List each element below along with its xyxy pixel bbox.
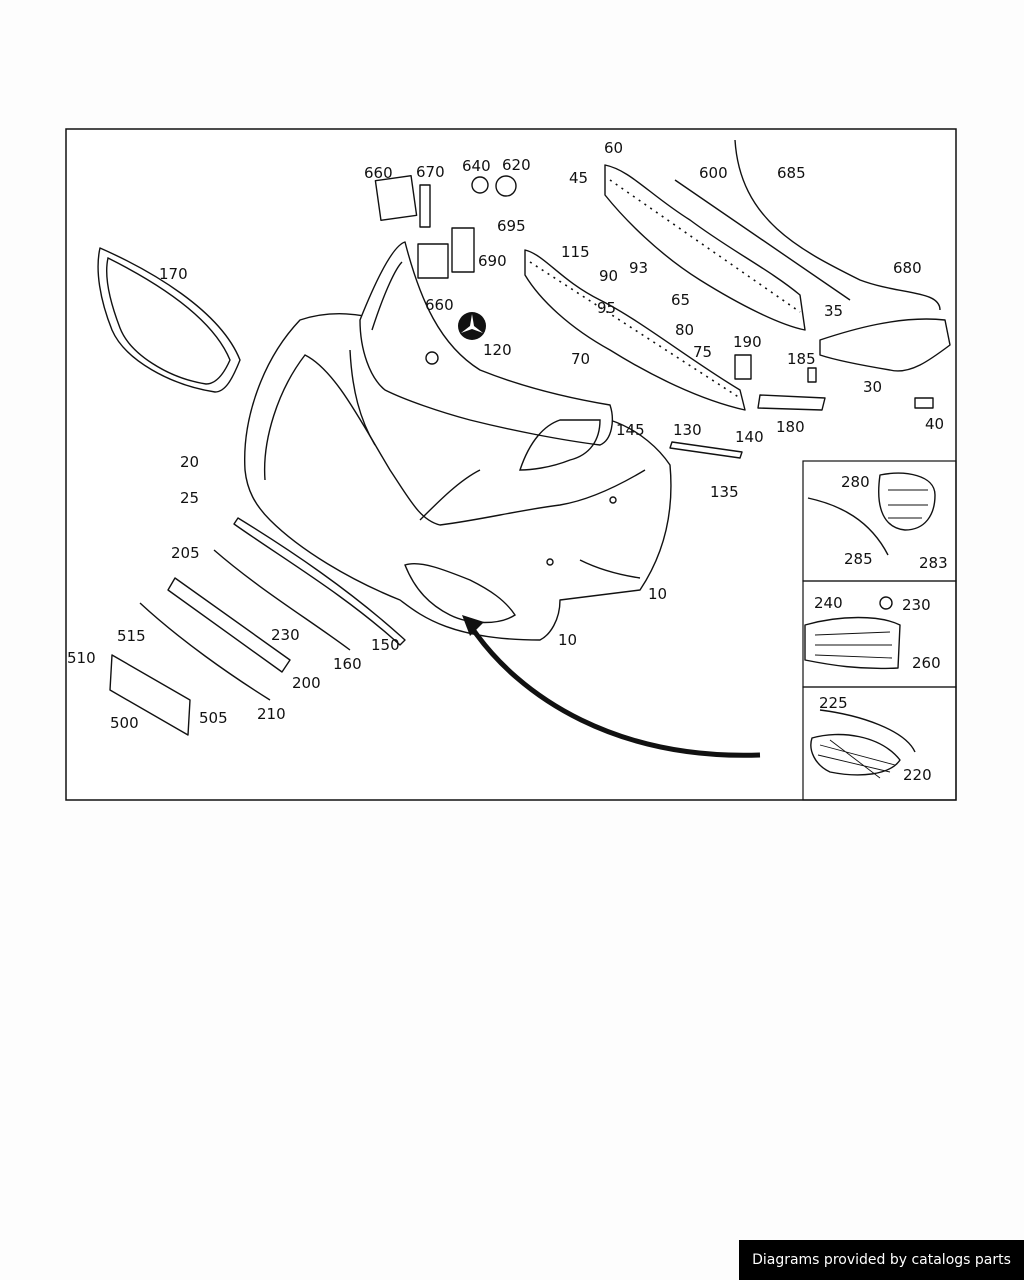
- callout-680: 680: [893, 259, 922, 277]
- callout-230: 230: [271, 626, 300, 644]
- diagram-credit-text: Diagrams provided by catalogs parts: [752, 1252, 1011, 1268]
- callout-180: 180: [776, 418, 805, 436]
- callout-600: 600: [699, 164, 728, 182]
- callout-283: 283: [919, 554, 948, 572]
- callout-510: 510: [67, 649, 96, 667]
- callout-670: 670: [416, 163, 445, 181]
- callout-140: 140: [735, 428, 764, 446]
- callout-95: 95: [597, 299, 617, 317]
- callout-240: 240: [814, 594, 843, 612]
- callout-230: 230: [902, 596, 931, 614]
- clip-40: [915, 398, 933, 408]
- callout-200: 200: [292, 674, 321, 692]
- callout-185: 185: [787, 350, 816, 368]
- clip-185: [808, 368, 816, 382]
- callout-685: 685: [777, 164, 806, 182]
- star-emblem-drawing: [458, 312, 486, 340]
- callout-135: 135: [710, 483, 739, 501]
- callout-260: 260: [912, 654, 941, 672]
- callout-500: 500: [110, 714, 139, 732]
- callout-45: 45: [569, 169, 589, 187]
- callout-210: 210: [257, 705, 286, 723]
- callout-220: 220: [903, 766, 932, 784]
- callout-10: 10: [648, 585, 668, 603]
- callout-150: 150: [371, 636, 400, 654]
- callout-225: 225: [819, 694, 848, 712]
- callout-505: 505: [199, 709, 228, 727]
- bracket-190: [735, 355, 751, 379]
- callout-620: 620: [502, 156, 531, 174]
- diagram-credit-banner: [739, 1240, 1024, 1280]
- callout-690: 690: [478, 252, 507, 270]
- callout-90: 90: [599, 267, 619, 285]
- callout-93: 93: [629, 259, 649, 277]
- callout-145: 145: [616, 421, 645, 439]
- callout-10: 10: [558, 631, 578, 649]
- callout-75: 75: [693, 343, 713, 361]
- callout-40: 40: [925, 415, 945, 433]
- callout-190: 190: [733, 333, 762, 351]
- callout-115: 115: [561, 243, 590, 261]
- callout-130: 130: [673, 421, 702, 439]
- callout-35: 35: [824, 302, 844, 320]
- callout-65: 65: [671, 291, 691, 309]
- callout-695: 695: [497, 217, 526, 235]
- callout-660: 660: [364, 164, 393, 182]
- callout-80: 80: [675, 321, 695, 339]
- callout-70: 70: [571, 350, 591, 368]
- callout-120: 120: [483, 341, 512, 359]
- callout-20: 20: [180, 453, 200, 471]
- callout-25: 25: [180, 489, 200, 507]
- callout-285: 285: [844, 550, 873, 568]
- callout-660: 660: [425, 296, 454, 314]
- callout-170: 170: [159, 265, 188, 283]
- callout-515: 515: [117, 627, 146, 645]
- callout-640: 640: [462, 157, 491, 175]
- callout-30: 30: [863, 378, 883, 396]
- callout-280: 280: [841, 473, 870, 491]
- trim-strip-180: [758, 395, 825, 410]
- callout-160: 160: [333, 655, 362, 673]
- callout-205: 205: [171, 544, 200, 562]
- callout-60: 60: [604, 139, 624, 157]
